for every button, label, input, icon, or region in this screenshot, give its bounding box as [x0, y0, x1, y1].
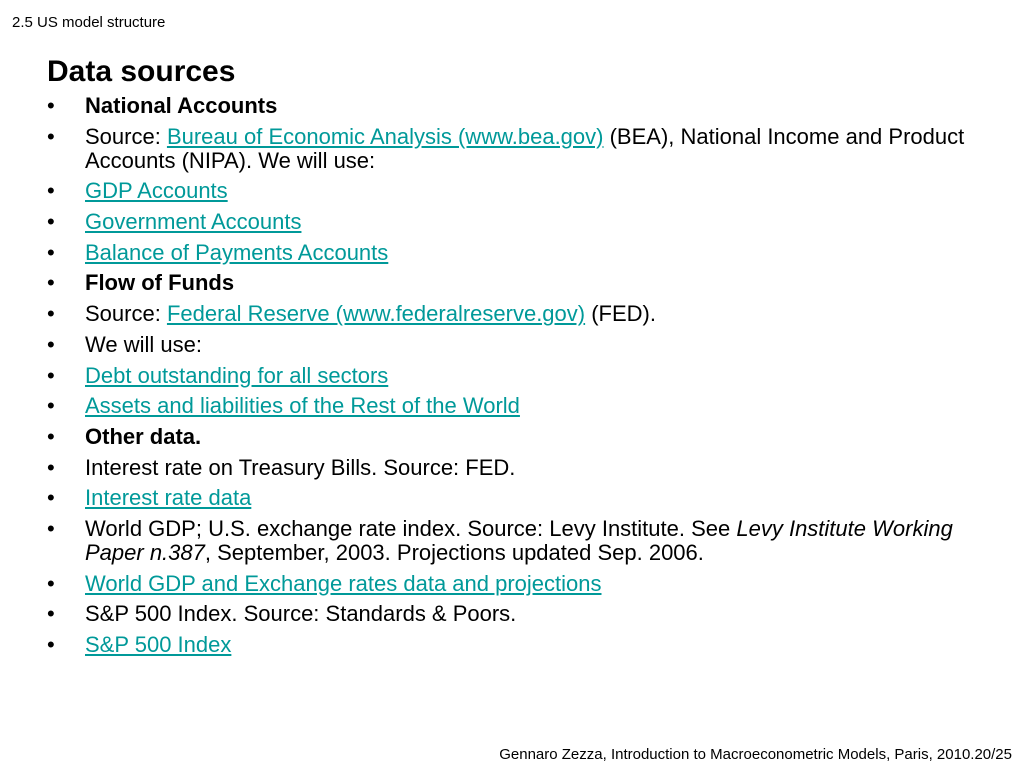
link-world-gdp-data[interactable]: World GDP and Exchange rates data and projections: [85, 570, 602, 596]
link-sp500-index[interactable]: S&P 500 Index: [85, 632, 232, 657]
list-item-balance-of-payments: [47, 241, 977, 265]
text-suffix: (BEA), National Income and Product Accounts (NIPA). We will use:: [85, 123, 965, 173]
bullet-icon: •: [47, 632, 55, 657]
section-header: 2.5 US model structure: [12, 14, 166, 31]
heading-flow-of-funds: Flow of Funds: [85, 270, 235, 296]
link-debt-outstanding[interactable]: Debt outstanding for all sectors: [85, 362, 389, 388]
heading-national-accounts: National Accounts: [85, 93, 278, 118]
list-item-sp500-source: [47, 602, 977, 626]
link-gdp-accounts[interactable]: GDP Accounts: [85, 178, 228, 204]
text-we-will-use: We will use:: [85, 331, 202, 357]
bullet-icon: •: [47, 209, 55, 235]
bullet-icon: •: [47, 270, 55, 296]
list-item-world-gdp-data: [47, 572, 977, 596]
text-treasury-bills: Interest rate on Treasury Bills. Source: FED.: [85, 454, 516, 480]
bullet-icon: •: [47, 301, 55, 327]
text-prefix: Source:: [85, 123, 167, 149]
text-prefix: Source:: [85, 301, 167, 327]
bullet-icon: •: [47, 570, 55, 596]
bullet-icon: •: [47, 393, 55, 419]
list-item-other-data: [47, 425, 977, 449]
bullet-icon: •: [47, 362, 55, 388]
list-item-world-gdp-source: [47, 517, 977, 565]
link-federal-reserve[interactable]: Federal Reserve (www.federalreserve.gov): [166, 301, 586, 327]
bullet-icon: •: [47, 93, 55, 118]
bullet-icon: •: [47, 123, 55, 149]
list-item-bea-source: [47, 125, 977, 173]
list-item-government-accounts: [47, 210, 977, 234]
link-bea[interactable]: Bureau of Economic Analysis (www.bea.gov): [166, 123, 604, 149]
list-item-fed-source: [47, 302, 977, 326]
text-suffix: , September, 2003. Projections updated Sep. 2006.: [204, 539, 704, 565]
footer-citation: Gennaro Zezza, Introduction to Macroeconometric Models, Paris, 2010.20/25: [499, 746, 1012, 763]
bullet-icon: •: [47, 515, 55, 541]
bullet-icon: •: [47, 331, 55, 357]
list-item-sp500-index: [47, 633, 977, 657]
slide-title: Data sources: [47, 55, 236, 88]
list-item-treasury-bills: [47, 456, 977, 480]
list-item-interest-rate-data: [47, 486, 977, 510]
bullet-icon: •: [47, 239, 55, 265]
list-item-national-accounts: [47, 94, 977, 118]
list-item-debt-outstanding: [47, 364, 977, 388]
list-item-flow-of-funds: [47, 271, 977, 295]
bullet-icon: •: [47, 178, 55, 204]
list-item-gdp-accounts: [47, 179, 977, 203]
text-sp500-source: S&P 500 Index. Source: Standards & Poors.: [85, 601, 517, 627]
list-item-we-will-use: [47, 333, 977, 357]
bullet-icon: •: [47, 454, 55, 480]
text-prefix: World GDP; U.S. exchange rate index. Source: Levy Institute. See: [85, 515, 737, 541]
text-paper-title: Levy Institute Working Paper n.387: [85, 515, 953, 565]
text-suffix: (FED).: [585, 301, 656, 327]
link-balance-of-payments[interactable]: Balance of Payments Accounts: [85, 239, 389, 265]
list-item-rest-of-world: [47, 394, 977, 418]
link-rest-of-world[interactable]: Assets and liabilities of the Rest of the World: [85, 393, 520, 419]
link-government-accounts[interactable]: Government Accounts: [85, 209, 302, 235]
link-interest-rate-data[interactable]: Interest rate data: [85, 485, 252, 511]
bullet-icon: •: [47, 601, 55, 627]
heading-other-data: Other data.: [85, 423, 202, 449]
bullet-icon: •: [47, 485, 55, 511]
bullet-icon: •: [47, 423, 55, 449]
bullet-list: [47, 94, 977, 664]
